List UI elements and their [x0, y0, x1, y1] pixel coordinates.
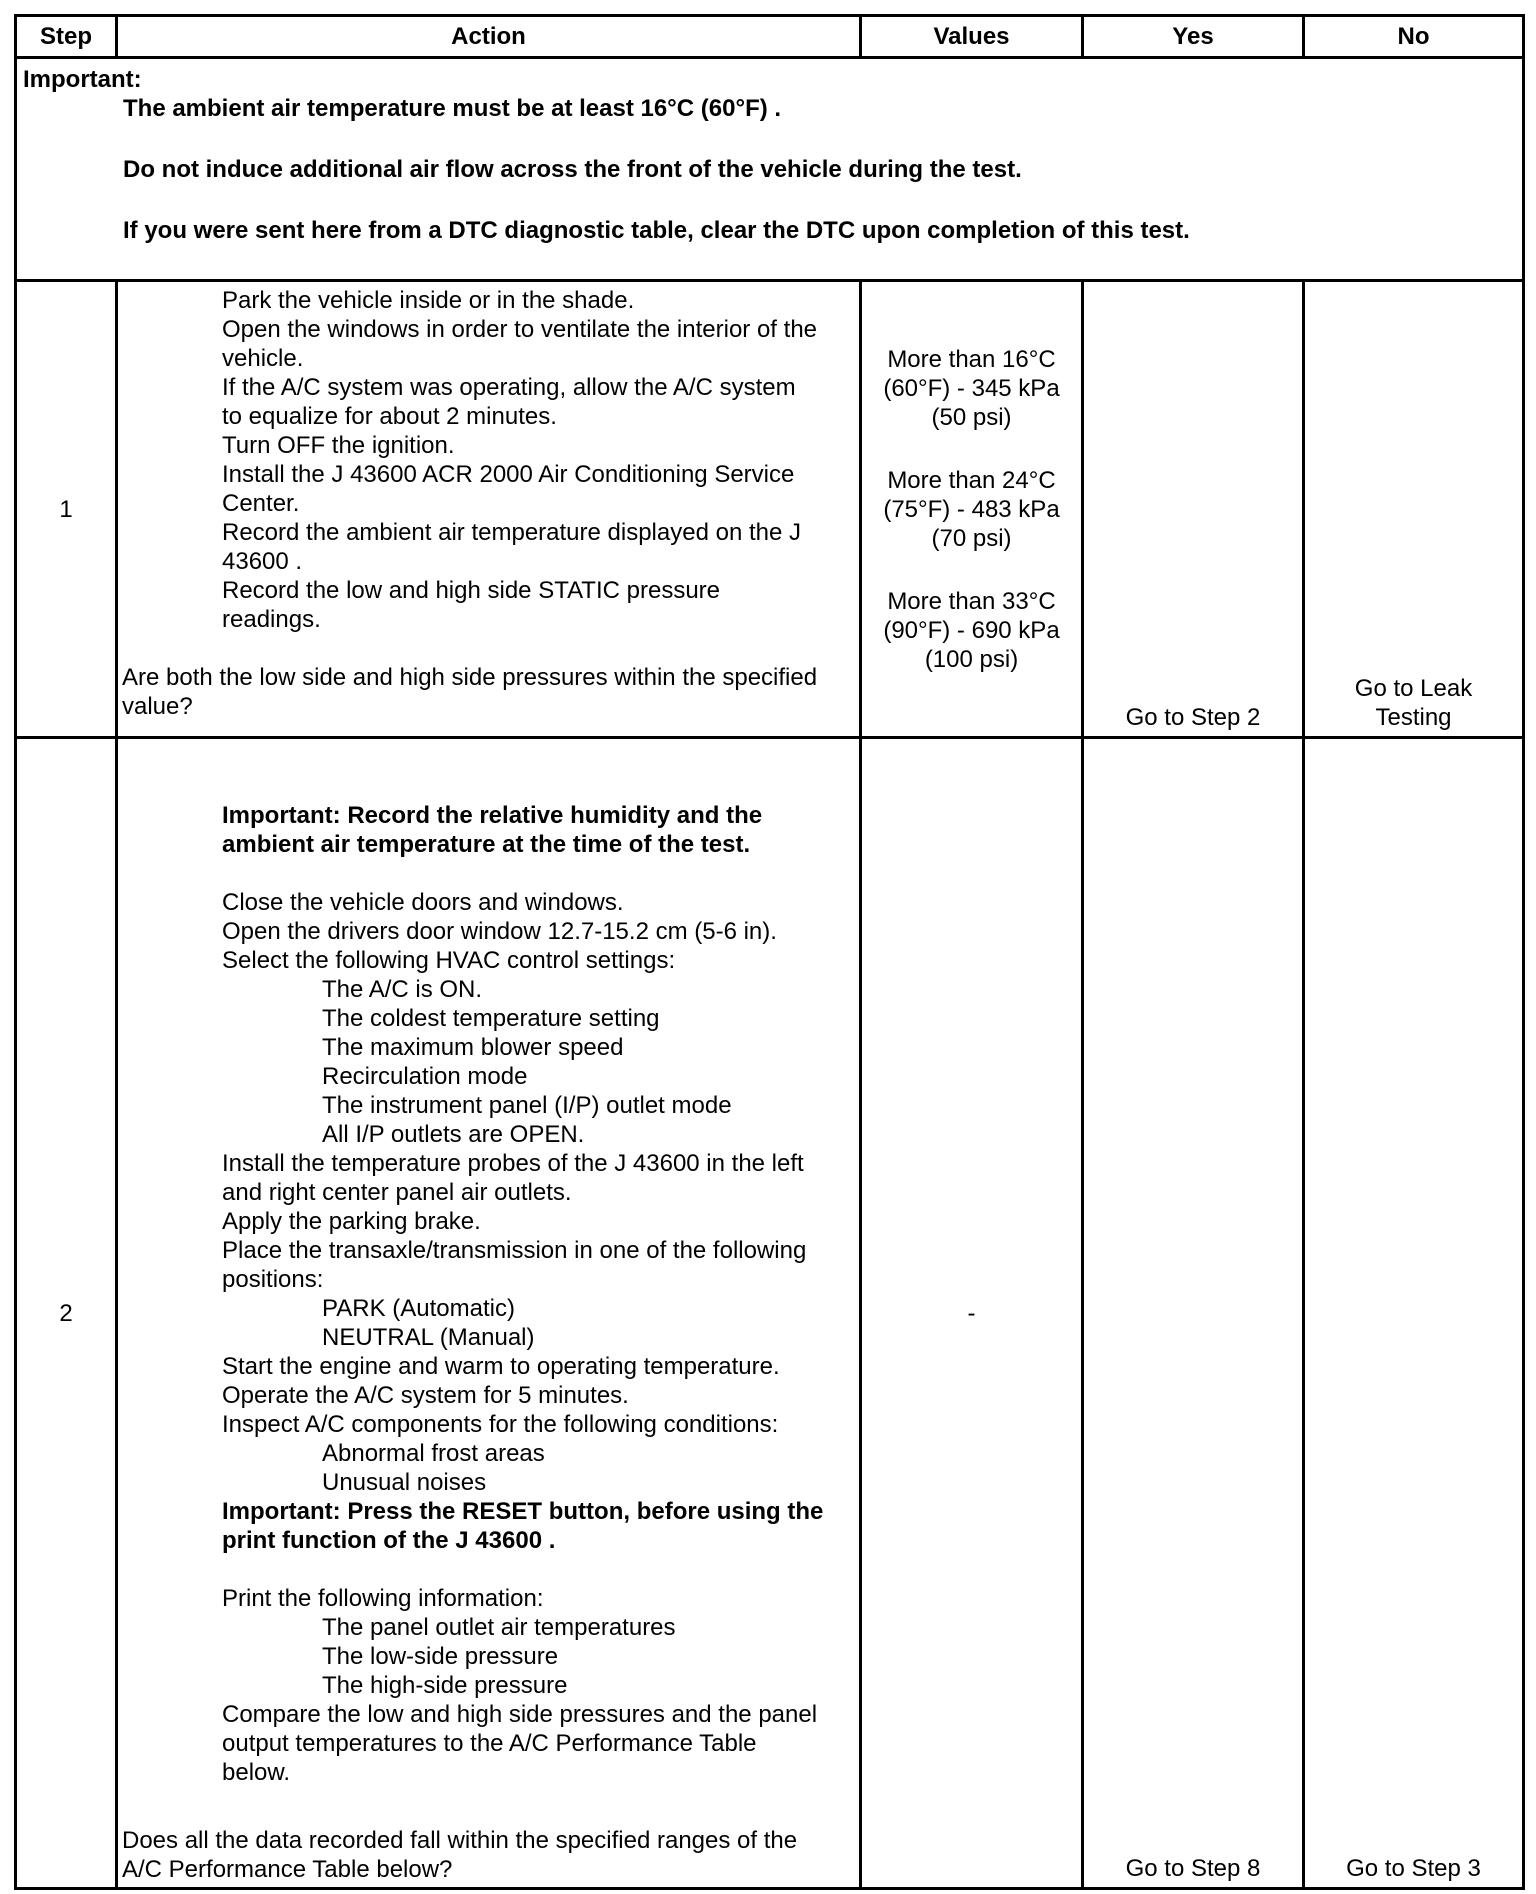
action-line: readings.	[222, 606, 321, 633]
sub-item-line: The coldest temperature setting	[322, 1005, 660, 1032]
sub-item-line: Unusual noises	[322, 1469, 487, 1496]
step-2-action	[117, 738, 861, 1889]
step-1-question: value?	[122, 693, 193, 720]
action-line: Close the vehicle doors and windows.	[222, 889, 624, 916]
important-line-3: If you were sent here from a DTC diagnostic table, clear the DTC upon completion of this test.	[123, 217, 1190, 244]
step-1-question: Are both the low side and high side pressures within the specified	[122, 664, 818, 691]
action-line: and right center panel air outlets.	[222, 1179, 572, 1206]
sub-item-line: Recirculation mode	[322, 1063, 528, 1090]
header-step: Step	[16, 16, 117, 58]
action-line: vehicle.	[222, 345, 304, 372]
step-2-yes	[1083, 738, 1304, 1889]
sub-item-line: Abnormal frost areas	[322, 1440, 545, 1467]
sub-item-line: The panel outlet air temperatures	[322, 1614, 676, 1641]
value-block: More than 16°C (60°F) - 345 kPa (50 psi)	[883, 345, 1060, 431]
step-row-1	[16, 281, 1524, 738]
action-line: positions:	[222, 1266, 324, 1293]
action-line: Print the following information:	[222, 1585, 544, 1612]
step-1-action	[117, 281, 861, 738]
action-line: Open the windows in order to ventilate the interior of the	[222, 316, 818, 343]
action-line: Install the J 43600 ACR 2000 Air Conditioning Service	[222, 461, 795, 488]
header-yes: Yes	[1083, 16, 1304, 58]
action-line: Open the drivers door window 12.7-15.2 cm (5-6 in).	[222, 918, 777, 945]
action-line: Select the following HVAC control settings:	[222, 947, 676, 974]
step-1-no: Go to Leak Testing	[1304, 281, 1524, 738]
action-line: If the A/C system was operating, allow the A/C system	[222, 374, 796, 401]
header-no: No	[1304, 16, 1524, 58]
important-note	[16, 58, 1524, 281]
step-number: 2	[16, 738, 117, 1889]
action-line: Place the transaxle/transmission in one of the following	[222, 1237, 807, 1264]
go-to-step-3: Go to Step 3	[1346, 1855, 1481, 1882]
diagnostic-table	[14, 14, 1525, 1890]
action-line: Park the vehicle inside or in the shade.	[222, 287, 635, 314]
important-label: Important:	[23, 66, 142, 93]
sub-item-line: NEUTRAL (Manual)	[322, 1324, 535, 1351]
value-block: More than 24°C (75°F) - 483 kPa (70 psi)	[883, 466, 1060, 552]
step-2-question: Does all the data recorded fall within the specified ranges of the	[122, 1827, 798, 1854]
sub-item-line: The instrument panel (I/P) outlet mode	[322, 1092, 732, 1119]
action-line: Install the temperature probes of the J 43600 in the left	[222, 1150, 804, 1177]
action-line: Inspect A/C components for the following conditions:	[222, 1411, 779, 1438]
action-line: Operate the A/C system for 5 minutes.	[222, 1382, 629, 1409]
action-line: output temperatures to the A/C Performance Table	[222, 1730, 757, 1757]
step-1-values	[861, 281, 1083, 738]
value-block: More than 33°C (90°F) - 690 kPa (100 psi)	[883, 587, 1060, 673]
action-line: to equalize for about 2 minutes.	[222, 403, 557, 430]
action-line: Center.	[222, 490, 300, 517]
important-line-2: Do not induce additional air flow across the front of the vehicle during the test.	[123, 156, 1022, 183]
header-values: Values	[861, 16, 1083, 58]
sub-item-line: The maximum blower speed	[322, 1034, 624, 1061]
header-row	[16, 16, 1524, 58]
important-note: Important: Record the relative humidity and the	[222, 802, 763, 829]
go-to-step-8: Go to Step 8	[1125, 1855, 1261, 1882]
sub-item-line: The high-side pressure	[322, 1672, 568, 1699]
action-line: Start the engine and warm to operating temperature.	[222, 1353, 780, 1380]
important-note: ambient air temperature at the time of the test.	[222, 831, 751, 858]
important-note: Important: Press the RESET button, before using the	[222, 1498, 824, 1525]
action-line: below.	[222, 1759, 291, 1786]
go-to-step-2: Go to Step 2	[1125, 704, 1261, 731]
step-1-yes	[1083, 281, 1304, 738]
step-2-question: A/C Performance Table below?	[122, 1856, 453, 1883]
important-row	[16, 58, 1524, 281]
sub-item-line: All I/P outlets are OPEN.	[322, 1121, 585, 1148]
step-row-2	[16, 738, 1524, 1889]
header-action: Action	[117, 16, 861, 58]
step-2-no	[1304, 738, 1524, 1889]
sub-item-line: The A/C is ON.	[322, 976, 483, 1003]
step-number: 1	[16, 281, 117, 738]
sub-item-line: PARK (Automatic)	[322, 1295, 515, 1322]
action-line: Compare the low and high side pressures and the panel	[222, 1701, 818, 1728]
action-line: Record the low and high side STATIC pressure	[222, 577, 721, 604]
action-line: Turn OFF the ignition.	[222, 432, 455, 459]
important-note: print function of the J 43600 .	[222, 1527, 556, 1554]
sub-item-line: The low-side pressure	[322, 1643, 559, 1670]
action-line: 43600 .	[222, 548, 303, 575]
action-line: Record the ambient air temperature displayed on the J	[222, 519, 801, 546]
action-line: Apply the parking brake.	[222, 1208, 481, 1235]
step-2-values: -	[861, 738, 1083, 1889]
important-line-1: The ambient air temperature must be at least 16°C (60°F) .	[123, 95, 782, 122]
